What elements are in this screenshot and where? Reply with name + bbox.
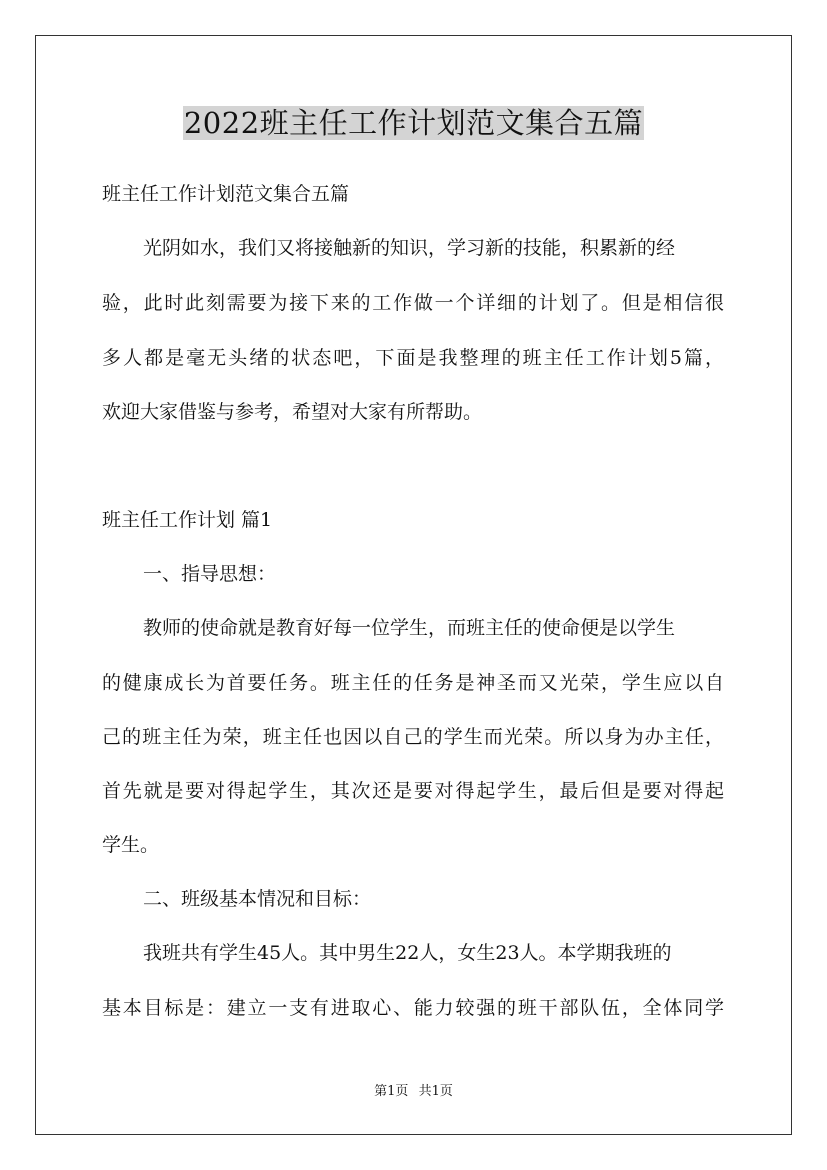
paragraph-line: 教师的使命就是教育好每一位学生，而班主任的使命便是以学生 [143, 617, 676, 639]
page-number: 第1页 [374, 1084, 409, 1099]
intro-line: 验，此时此刻需要为接下来的工作做一个详细的计划了。但是相信很 [102, 292, 724, 314]
section-heading: 二、班级基本情况和目标： [143, 888, 372, 910]
page-footer [0, 1084, 827, 1100]
document-subtitle: 班主任工作计划范文集合五篇 [102, 183, 350, 205]
section-title: 班主任工作计划 篇1 [102, 509, 273, 531]
page-total: 共1页 [418, 1084, 453, 1099]
document-title [0, 100, 827, 146]
paragraph-line: 我班共有学生45人。其中男生22人，女生23人。本学期我班的 [143, 942, 672, 964]
section-heading: 一、指导思想： [143, 563, 277, 585]
paragraph-line: 的健康成长为首要任务。班主任的任务是神圣而又光荣，学生应以自 [102, 672, 724, 694]
paragraph-line: 己的班主任为荣，班主任也因以自己的学生而光荣。所以身为办主任， [102, 726, 724, 748]
paragraph-line: 基本目标是：建立一支有进取心、能力较强的班干部队伍，全体同学 [102, 997, 724, 1019]
paragraph-line: 首先就是要对得起学生，其次还是要对得起学生，最后但是要对得起 [102, 780, 724, 802]
intro-line: 多人都是毫无头绪的状态吧，下面是我整理的班主任工作计划5篇， [102, 347, 724, 369]
paragraph-line: 学生。 [102, 834, 160, 856]
intro-line: 光阴如水，我们又将接触新的知识，学习新的技能，积累新的经 [143, 237, 676, 259]
intro-line: 欢迎大家借鉴与参考，希望对大家有所帮助。 [102, 401, 483, 423]
document-title-text: 2022班主任工作计划范文集合五篇 [183, 106, 644, 140]
